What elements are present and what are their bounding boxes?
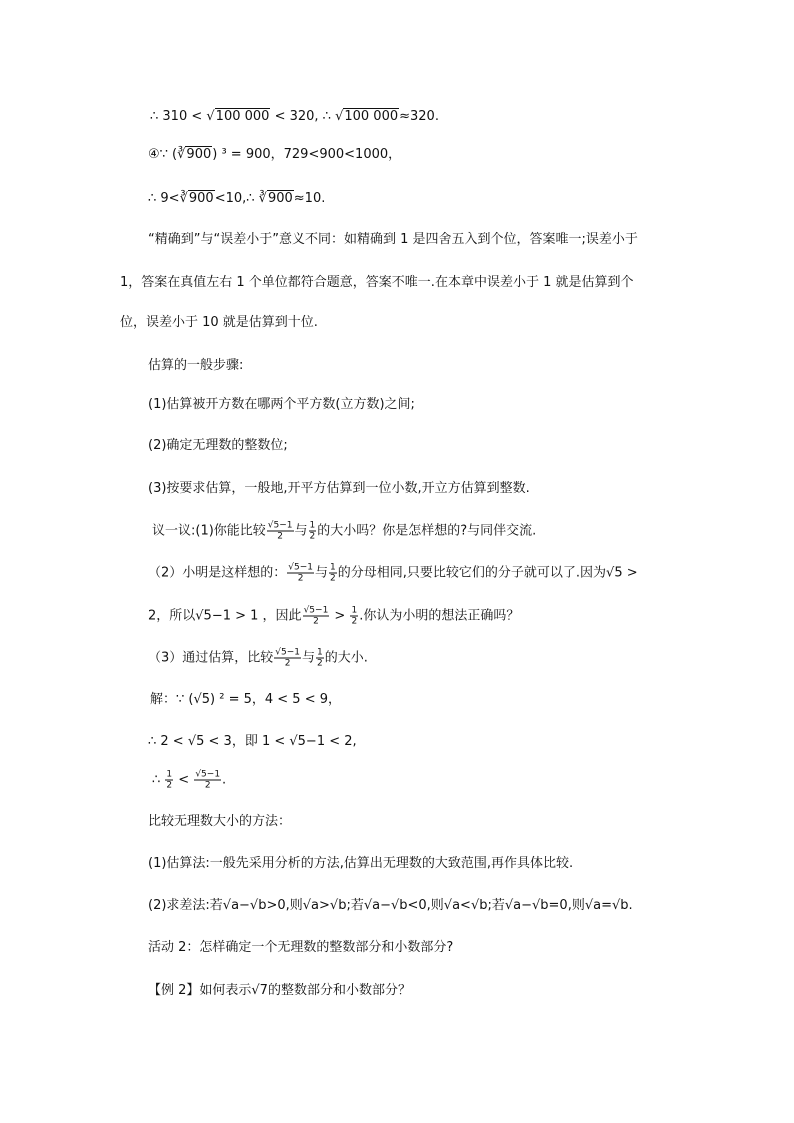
fraction-denominator: 2 <box>317 658 323 669</box>
text-segment: 与 <box>315 565 329 581</box>
text-segment: (3)按要求估算，一般地,开平方估算到一位小数,开立方估算到整数. <box>148 481 530 496</box>
text-segment: . <box>222 772 227 788</box>
text-segment: 2，所以√5−1 > 1 ，因此 <box>148 608 302 624</box>
text-line <box>152 521 536 542</box>
fraction <box>267 521 294 542</box>
fraction <box>303 606 330 627</box>
radicand: 900 <box>267 191 293 206</box>
fraction-numerator: 1 <box>309 520 316 531</box>
text-line <box>120 273 633 293</box>
text-line <box>148 563 638 584</box>
text-line <box>148 938 453 958</box>
text-line <box>148 732 357 752</box>
text-line <box>148 145 401 165</box>
text-segment: (1)估算法:一般先采用分析的方法,估算出无理数的大致范围,再作具体比较. <box>148 856 574 871</box>
text-segment: 与 <box>302 650 316 666</box>
fraction-numerator: 1 <box>351 605 358 616</box>
fraction-denominator: 2 <box>204 780 211 791</box>
text-segment: （2）小明是这样想的： <box>148 565 287 581</box>
text-segment: (1)估算被开方数在哪两个平方数(立方数)之间; <box>148 397 415 412</box>
text-segment: 估算的一般步骤: <box>148 358 244 373</box>
fraction <box>194 770 221 791</box>
text-line <box>148 606 519 627</box>
text-segment: 解：∵ (√5) ² = 5，4 < 5 < 9， <box>150 692 342 707</box>
fraction-numerator: √5−1 <box>195 769 221 780</box>
text-segment: “精确到”与“误差小于”意义不同：如精确到 1 是四舍五入到个位，答案唯一;误差小于 <box>148 232 638 247</box>
fraction-numerator: 1 <box>166 769 173 780</box>
fraction-numerator: √5−1 <box>288 562 314 573</box>
text-segment: .你认为小明的想法正确吗？ <box>359 608 520 624</box>
text-segment: ≈320. <box>399 109 439 124</box>
text-line <box>150 690 341 710</box>
text-segment: 与 <box>294 523 308 539</box>
fraction-denominator: 2 <box>313 616 319 627</box>
text-line <box>152 770 226 791</box>
fraction-denominator: 2 <box>284 658 291 669</box>
text-segment: 的分母相同,只要比较它们的分子就可以了.因为√5 > <box>337 565 638 581</box>
text-segment: (2)求差法:若√a−√b>0,则√a>√b;若√a−√b<0,则√a<√b;若√a−√b=0,则√a=√b. <box>148 898 633 913</box>
fraction-denominator: 2 <box>297 573 304 584</box>
text-segment: 【例 2】如何表示√7的整数部分和小数部分？ <box>148 983 411 998</box>
text-segment: < <box>174 772 194 788</box>
text-line <box>148 356 243 376</box>
fraction-numerator: 1 <box>330 562 336 573</box>
fraction-numerator: √5−1 <box>267 520 293 531</box>
radicand: 100 000 <box>215 109 270 124</box>
text-line <box>148 395 415 415</box>
text-line <box>148 436 288 456</box>
text-segment: <10,∴ ∛ <box>214 191 267 206</box>
fraction-denominator: 2 <box>309 531 316 542</box>
text-line <box>148 981 411 1001</box>
fraction <box>274 648 301 669</box>
text-segment: 的大小. <box>324 650 368 666</box>
radicand: 900 <box>186 147 212 162</box>
fraction <box>309 521 317 542</box>
text-segment: ≈10. <box>293 191 326 206</box>
fraction-numerator: 1 <box>317 647 323 658</box>
text-segment: ④∵ (∛ <box>148 147 186 162</box>
text-segment: 活动 2：怎样确定一个无理数的整数部分和小数部分? <box>148 940 454 955</box>
text-line <box>148 896 633 916</box>
fraction-denominator: 2 <box>351 616 358 627</box>
text-line <box>148 812 291 832</box>
text-segment: < 320, ∴ √ <box>270 109 344 124</box>
text-line <box>148 479 530 499</box>
text-segment: 1，答案在真值左右 1 个单位都符合题意，答案不唯一.在本章中误差小于 1 就是估算到个 <box>120 275 634 290</box>
text-line <box>148 854 573 874</box>
text-line <box>148 189 325 209</box>
fraction-numerator: √5−1 <box>275 647 301 658</box>
text-segment: ∴ 9<∛ <box>148 191 188 206</box>
fraction <box>350 606 358 627</box>
fraction <box>316 648 324 669</box>
text-segment: ∴ 2 < √5 < 3，即 1 < √5−1 < 2, <box>148 734 357 749</box>
text-segment: ∴ <box>152 772 165 788</box>
fraction-denominator: 2 <box>330 573 336 584</box>
text-line <box>120 313 318 333</box>
text-line <box>148 230 638 250</box>
text-segment: > <box>330 608 350 624</box>
text-segment: 位，误差小于 10 就是估算到十位. <box>120 315 318 330</box>
fraction-numerator: √5−1 <box>303 605 329 616</box>
text-segment: 比较无理数大小的方法： <box>148 814 292 829</box>
fraction <box>287 563 314 584</box>
text-line <box>150 107 439 127</box>
fraction-denominator: 2 <box>166 780 173 791</box>
text-segment: （3）通过估算，比较 <box>148 650 274 666</box>
text-segment: ) ³ = 900，729<900<1000， <box>212 147 402 162</box>
radicand: 900 <box>188 191 214 206</box>
radicand: 100 000 <box>344 109 399 124</box>
text-segment: ∴ 310 < √ <box>150 109 215 124</box>
text-line <box>148 648 368 669</box>
fraction <box>165 770 173 791</box>
text-segment: 的大小吗？你是怎样想的?与同伴交流. <box>317 523 537 539</box>
fraction-denominator: 2 <box>277 531 284 542</box>
fraction <box>329 563 337 584</box>
text-segment: 议一议:(1)你能比较 <box>152 523 266 539</box>
text-segment: (2)确定无理数的整数位; <box>148 438 288 453</box>
